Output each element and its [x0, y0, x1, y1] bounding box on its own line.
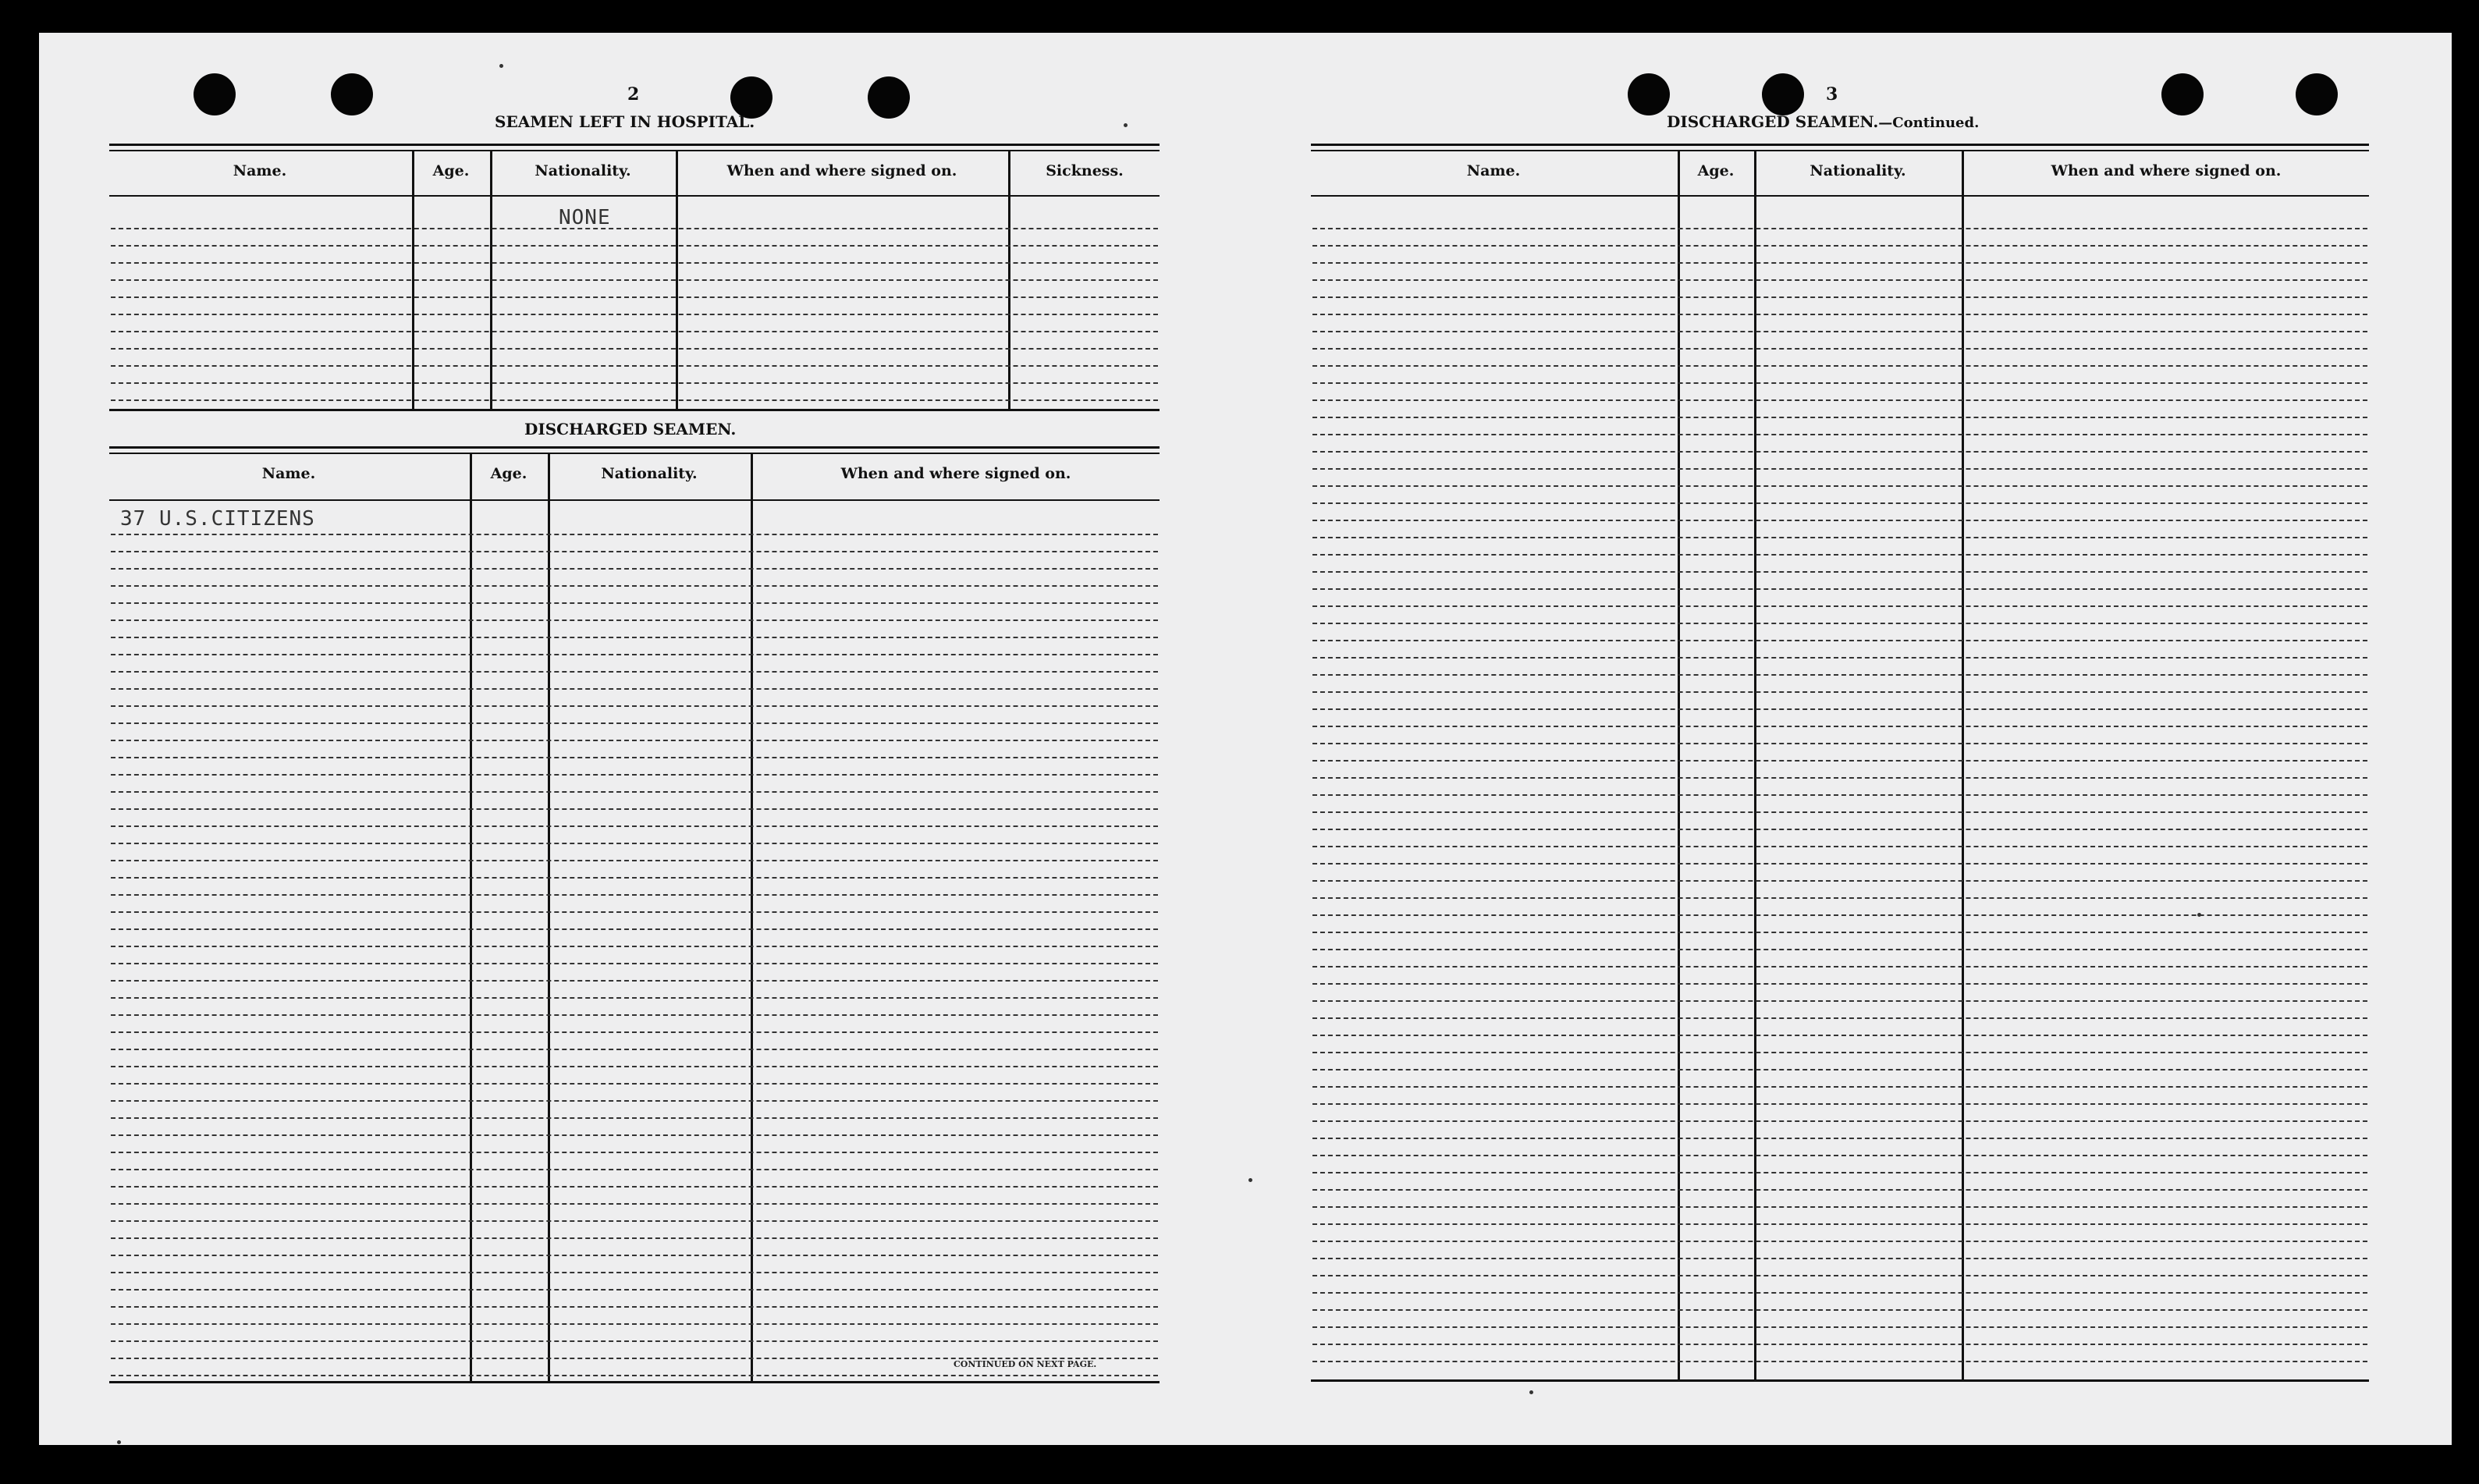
ruled-line — [111, 705, 1158, 707]
right-column-divider — [1962, 151, 1964, 1379]
ruled-line — [111, 654, 1158, 655]
ruled-line — [111, 620, 1158, 621]
hospital-col-name: Name. — [233, 162, 287, 179]
right-header-rule — [1311, 195, 2369, 197]
discharged-top-rule — [109, 446, 1160, 449]
discharged-col-age: Age. — [490, 465, 527, 482]
ruled-line — [1312, 1344, 2367, 1345]
ruled-line — [111, 314, 1158, 315]
ruled-line — [111, 1255, 1158, 1256]
ruled-line — [1312, 1155, 2367, 1156]
ruled-line — [111, 1375, 1158, 1376]
ruled-line — [1312, 674, 2367, 676]
ruled-line — [1312, 1086, 2367, 1088]
ruled-line — [111, 997, 1158, 999]
ruled-line — [1312, 1052, 2367, 1053]
ruled-line — [1312, 1172, 2367, 1173]
ruled-line — [111, 774, 1158, 776]
ruled-line — [1312, 726, 2367, 727]
discharged-col-name: Name. — [261, 465, 316, 482]
ruled-line — [1312, 331, 2367, 332]
punch-hole — [2296, 73, 2338, 115]
ruled-line — [1312, 1326, 2367, 1328]
ruled-line — [1312, 588, 2367, 590]
ruled-line — [111, 1203, 1158, 1205]
ruled-line — [111, 1014, 1158, 1016]
ruled-line — [1312, 468, 2367, 470]
right-col-nationality: Nationality. — [1810, 162, 1906, 179]
ruled-line — [1312, 949, 2367, 950]
ruled-line — [1312, 314, 2367, 315]
ruled-line — [1312, 1223, 2367, 1225]
ruled-line — [111, 671, 1158, 673]
ruled-line — [111, 791, 1158, 793]
ruled-line — [111, 365, 1158, 367]
ruled-line — [111, 1306, 1158, 1308]
ruled-line — [1312, 1069, 2367, 1070]
ruled-line — [111, 637, 1158, 638]
ruled-line — [1312, 434, 2367, 435]
right-section-title — [1667, 112, 1979, 131]
ruled-line — [1312, 640, 2367, 641]
ruled-line — [1312, 262, 2367, 264]
ruled-line — [111, 946, 1158, 947]
discharged-column-divider — [751, 454, 753, 1383]
ruled-line — [111, 722, 1158, 724]
ruled-line — [1312, 1035, 2367, 1036]
speck — [1529, 1390, 1533, 1394]
ruled-line — [111, 894, 1158, 896]
ruled-line — [1312, 605, 2367, 607]
ruled-line — [111, 1169, 1158, 1170]
ruled-line — [111, 382, 1158, 384]
ruled-line — [111, 1186, 1158, 1188]
ruled-line — [111, 963, 1158, 964]
ruled-line — [1312, 811, 2367, 813]
ruled-line — [1312, 365, 2367, 367]
right-column-divider — [1678, 151, 1680, 1379]
hospital-col-nationality: Nationality. — [535, 162, 631, 179]
ruled-line — [1312, 417, 2367, 418]
ruled-line — [111, 1117, 1158, 1119]
ruled-line — [111, 808, 1158, 810]
ruled-line — [1312, 520, 2367, 521]
hospital-header-rule — [109, 195, 1160, 197]
right-col-name: Name. — [1466, 162, 1521, 179]
ruled-line — [111, 980, 1158, 982]
ruled-line — [1312, 1292, 2367, 1294]
hospital-col-signed-on: When and where signed on. — [726, 162, 957, 179]
ruled-line — [111, 757, 1158, 758]
ruled-line — [1312, 863, 2367, 864]
ruled-line — [1312, 1258, 2367, 1259]
right-section-title-main: DISCHARGED SEAMEN. — [1667, 112, 1879, 131]
ruled-line — [1312, 794, 2367, 796]
ruled-line — [111, 331, 1158, 332]
hospital-col-age: Age. — [432, 162, 470, 179]
ruled-line — [111, 740, 1158, 741]
ruled-line — [1312, 571, 2367, 573]
ruled-line — [1312, 760, 2367, 762]
ruled-line — [111, 245, 1158, 247]
hospital-entry-none: NONE — [559, 206, 611, 229]
ruled-line — [111, 585, 1158, 587]
ruled-line — [111, 602, 1158, 604]
punch-hole — [331, 73, 373, 115]
ruled-line — [111, 568, 1158, 570]
ruled-line — [1312, 623, 2367, 624]
speck — [1124, 123, 1128, 127]
speck — [499, 64, 503, 68]
discharged-bottom-rule — [109, 1381, 1160, 1383]
ruled-line — [111, 262, 1158, 264]
ruled-line — [1312, 1361, 2367, 1362]
ruled-line — [111, 843, 1158, 844]
ruled-line — [111, 911, 1158, 913]
ruled-line — [1312, 245, 2367, 247]
ruled-line — [1312, 983, 2367, 985]
ruled-line — [111, 688, 1158, 690]
ruled-line — [1312, 880, 2367, 882]
ruled-line — [1312, 485, 2367, 487]
punch-hole — [2161, 73, 2204, 115]
punch-hole — [1762, 73, 1804, 115]
ruled-line — [1312, 537, 2367, 538]
ruled-line — [111, 1323, 1158, 1325]
ruled-line — [111, 399, 1158, 401]
speck — [117, 1440, 121, 1444]
discharged-header-rule — [109, 499, 1160, 501]
ruled-line — [1312, 657, 2367, 659]
right-col-signed-on: When and where signed on. — [2051, 162, 2282, 179]
ruled-line — [111, 1220, 1158, 1222]
ruled-line — [1312, 451, 2367, 453]
ruled-line — [1312, 1017, 2367, 1019]
ruled-line — [1312, 382, 2367, 384]
ruled-line — [1312, 1120, 2367, 1122]
ruled-line — [111, 1083, 1158, 1085]
right-col-age: Age. — [1697, 162, 1735, 179]
hospital-section-title: SEAMEN LEFT IN HOSPITAL. — [495, 112, 755, 131]
discharged-column-divider — [548, 454, 550, 1383]
ruled-line — [1312, 966, 2367, 967]
ruled-line — [111, 1134, 1158, 1136]
discharged-top-rule — [109, 453, 1160, 454]
ruled-line — [111, 877, 1158, 879]
punch-hole — [868, 76, 910, 119]
discharged-column-divider — [470, 454, 472, 1383]
paper-sheet — [39, 33, 2452, 1445]
discharged-col-nationality: Nationality. — [601, 465, 698, 482]
ruled-line — [1312, 691, 2367, 693]
ruled-line — [1312, 829, 2367, 830]
ruled-line — [1312, 1309, 2367, 1311]
continued-note: CONTINUED ON NEXT PAGE. — [954, 1359, 1097, 1369]
ruled-line — [111, 551, 1158, 552]
punch-hole — [1628, 73, 1670, 115]
right-section-title-suffix: —Continued. — [1878, 115, 1980, 131]
ruled-line — [1312, 1189, 2367, 1191]
ruled-line — [1312, 1138, 2367, 1139]
hospital-col-sickness: Sickness. — [1046, 162, 1124, 179]
ruled-line — [1312, 502, 2367, 504]
ruled-line — [111, 1049, 1158, 1050]
ruled-line — [1312, 846, 2367, 847]
ruled-line — [1312, 777, 2367, 779]
ruled-line — [111, 1237, 1158, 1239]
ruled-line — [1312, 399, 2367, 401]
ruled-line — [111, 825, 1158, 827]
ruled-line — [111, 1152, 1158, 1153]
ruled-line — [1312, 1241, 2367, 1242]
ruled-line — [111, 1100, 1158, 1102]
ruled-line — [1312, 743, 2367, 744]
discharged-section-title: DISCHARGED SEAMEN. — [524, 420, 737, 438]
punch-hole — [194, 73, 236, 115]
ruled-line — [1312, 296, 2367, 298]
discharged-entry-citizens: 37 U.S.CITIZENS — [120, 507, 315, 531]
ruled-line — [111, 1272, 1158, 1273]
ruled-line — [111, 860, 1158, 861]
ruled-line — [1312, 1275, 2367, 1276]
ruled-line — [1312, 932, 2367, 933]
right-top-rule — [1311, 144, 2369, 146]
ruled-line — [111, 348, 1158, 350]
ruled-line — [111, 1340, 1158, 1342]
ruled-line — [1312, 708, 2367, 710]
ruled-line — [1312, 554, 2367, 556]
speck — [1248, 1178, 1252, 1182]
ruled-line — [111, 228, 1158, 229]
ruled-line — [111, 1289, 1158, 1291]
ruled-line — [1312, 1000, 2367, 1002]
page-number-left: 2 — [627, 84, 640, 105]
hospital-top-rule — [109, 144, 1160, 146]
hospital-top-rule — [109, 150, 1160, 151]
ruled-line — [111, 1066, 1158, 1067]
ruled-line — [1312, 228, 2367, 229]
ruled-line — [111, 1031, 1158, 1033]
ruled-line — [1312, 914, 2367, 916]
discharged-col-signed-on: When and where signed on. — [840, 465, 1071, 482]
ruled-line — [111, 534, 1158, 535]
right-bottom-rule — [1311, 1379, 2369, 1382]
right-top-rule — [1311, 150, 2369, 151]
hospital-bottom-rule — [109, 409, 1160, 411]
ruled-line — [1312, 897, 2367, 899]
ruled-line — [1312, 348, 2367, 350]
ruled-line — [1312, 279, 2367, 281]
ruled-line — [1312, 1103, 2367, 1105]
ruled-line — [111, 296, 1158, 298]
ruled-line — [111, 279, 1158, 281]
page-number-right: 3 — [1826, 84, 1838, 105]
ruled-line — [111, 928, 1158, 930]
ruled-line — [1312, 1206, 2367, 1208]
right-column-divider — [1754, 151, 1756, 1379]
